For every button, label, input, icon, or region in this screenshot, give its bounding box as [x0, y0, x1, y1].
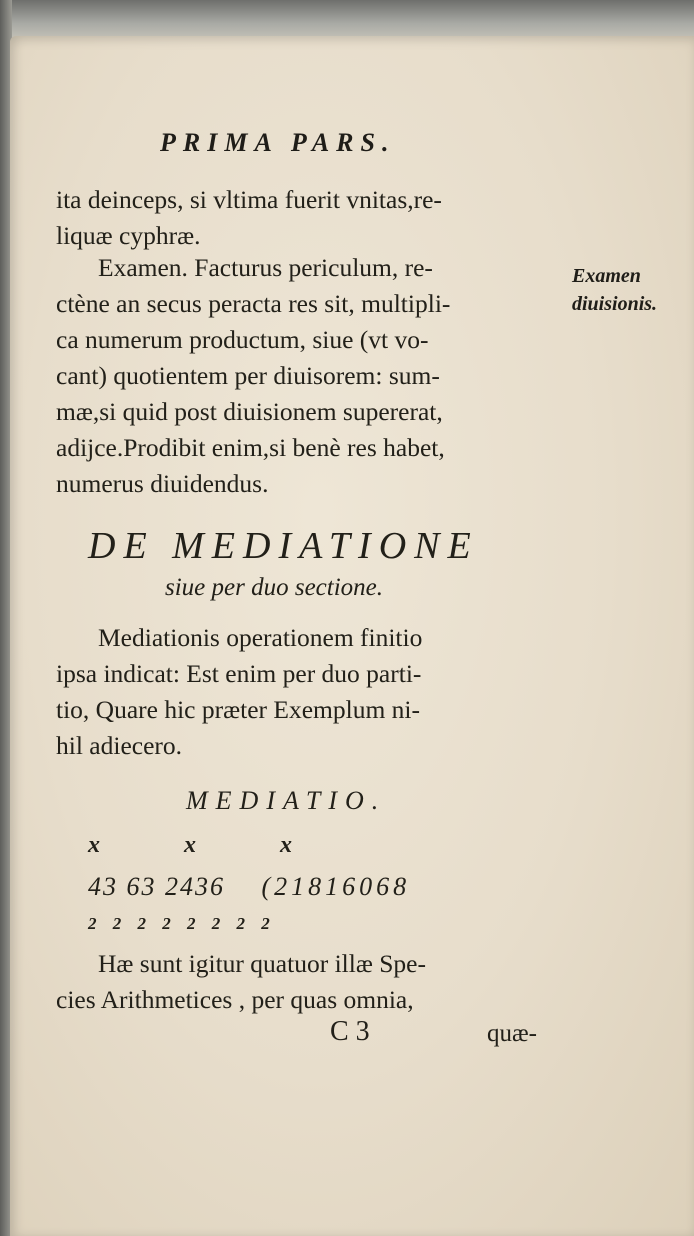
paragraph-1 — [56, 182, 561, 254]
paragraph-4 — [56, 946, 561, 1018]
example-title: MEDIATIO. — [186, 786, 387, 815]
margin-note-line: diuisionis. — [572, 293, 658, 315]
paragraph-2 — [56, 250, 561, 502]
text-line: Mediationis operationem finitio — [98, 623, 423, 652]
paragraph-3 — [56, 620, 561, 764]
text-line: ita deinceps, si vltima fuerit vnitas,re- — [56, 185, 442, 214]
text-line: cies Arithmetices , per quas omnia, — [56, 985, 414, 1014]
text-line: ctène an secus peracta res sit, multipli- — [56, 289, 451, 318]
text-line: ipsa indicat: Est enim per duo parti- — [56, 659, 422, 688]
margin-note — [572, 262, 657, 318]
text-line: cant) quotientem per diuisorem: sum- — [56, 361, 440, 390]
section-subtitle: siue per duo sectione. — [165, 574, 384, 601]
running-head: PRIMA PARS. — [160, 128, 396, 157]
worked-example-row — [88, 872, 410, 902]
text-line: adijce.Prodibit enim,si benè res habet, — [56, 433, 445, 462]
section-title: DE MEDIATIONE — [88, 525, 479, 567]
text-line: hil adiecero. — [56, 731, 183, 760]
text-line: Hæ sunt igitur quatuor illæ Spe- — [98, 949, 426, 978]
cancellation-marks — [88, 832, 370, 859]
quotient-digits: (21816068 — [261, 872, 411, 901]
divisor-row: 2 2 2 2 2 2 2 2 — [88, 914, 276, 933]
margin-note-line: Examen — [572, 265, 641, 287]
text-line: tio, Quare hic præter Exemplum ni- — [56, 695, 420, 724]
cancel-mark: x — [280, 832, 292, 858]
cancel-mark: x — [184, 832, 196, 858]
text-line: liquæ cyphræ. — [56, 221, 201, 250]
cancel-mark: x — [88, 832, 100, 858]
catchword: quæ- — [487, 1020, 537, 1047]
text-line: Examen. Facturus periculum, re- — [98, 253, 433, 282]
text-line: ca numerum productum, siue (vt vo- — [56, 325, 429, 354]
signature-mark: C 3 — [330, 1016, 370, 1047]
text-line: mæ,si quid post diuisionem supererat, — [56, 397, 443, 426]
dividend-digits: 43 63 2436 — [88, 872, 225, 901]
text-line: numerus diuidendus. — [56, 469, 269, 498]
